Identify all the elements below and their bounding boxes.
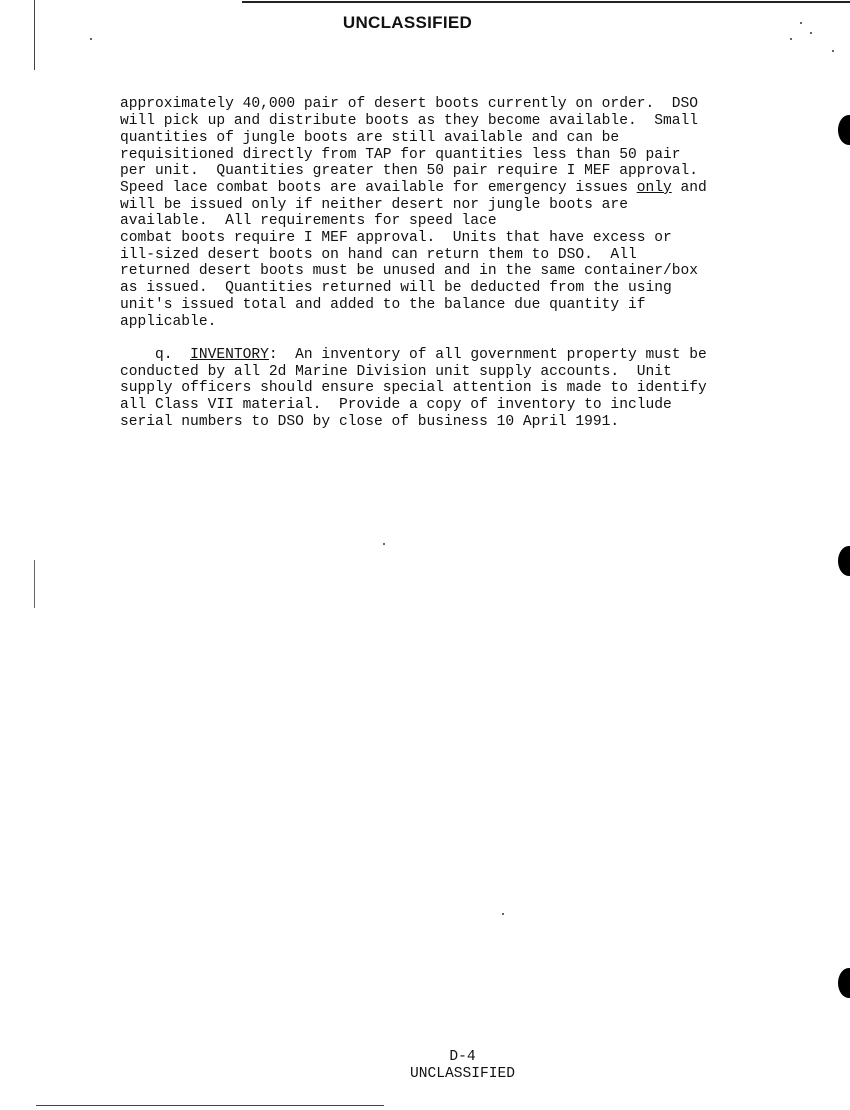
scan-edge-line-middle [34, 560, 35, 608]
paragraph-label: q. [120, 346, 191, 363]
text-line: conducted by all 2d Marine Division unit supply accounts. Unit [120, 363, 672, 380]
text-line: per unit. Quantities greater then 50 pair require I MEF approval. [120, 163, 699, 180]
text-line: and [671, 179, 707, 196]
scan-speck [790, 38, 792, 40]
binder-hole-middle [838, 546, 850, 576]
bottom-border-line [36, 1105, 384, 1106]
text-line: all Class VII material. Provide a copy of inventory to include [120, 397, 672, 414]
text-line: approximately 40,000 pair of desert boots currently on order. DSO [120, 96, 699, 113]
page-number: D-4 [449, 1049, 476, 1065]
text-line: quantities of jungle boots are still available and can be [120, 129, 620, 146]
text-line: will be issued only if neither desert nor jungle boots are [120, 196, 628, 213]
scan-speck [90, 38, 92, 40]
text-line: serial numbers to DSO by close of business 10 April 1991. [120, 413, 620, 430]
scan-speck [800, 22, 802, 24]
top-border-line [242, 1, 850, 3]
paragraph-inventory [120, 347, 810, 431]
scan-edge-line-top [34, 0, 35, 70]
scan-speck [383, 543, 385, 545]
text-line: will pick up and distribute boots as they become available. Small [120, 113, 699, 130]
classification-marking-top: UNCLASSIFIED [342, 13, 473, 32]
scan-speck [502, 913, 504, 915]
binder-hole-top [838, 115, 850, 145]
text-line: supply officers should ensure special attention is made to identify [120, 380, 707, 397]
scan-speck [810, 32, 812, 34]
underlined-emphasis: only [636, 179, 672, 196]
scan-speck [832, 50, 834, 52]
paragraph-boots [120, 96, 810, 330]
document-body [120, 63, 810, 464]
text-line: as issued. Quantities returned will be deducted from the using [120, 280, 672, 297]
text-line: Speed lace combat boots are available for emergency issues [120, 179, 637, 196]
text-line: combat boots require I MEF approval. Units that have excess or [120, 230, 672, 247]
text-line: ill-sized desert boots on hand can return them to DSO. All [120, 246, 637, 263]
classification-marking-bottom: UNCLASSIFIED [409, 1065, 516, 1082]
text-line: available. All requirements for speed lace [120, 213, 497, 230]
text-line: : An inventory of all government property must be [268, 346, 707, 363]
text-line: requisitioned directly from TAP for quantities less than 50 pair [120, 146, 681, 163]
page-footer [0, 1049, 850, 1082]
text-line: returned desert boots must be unused and in the same container/box [120, 263, 699, 280]
text-line: applicable. [120, 313, 217, 330]
binder-hole-bottom [838, 968, 850, 998]
text-line: unit's issued total and added to the balance due quantity if [120, 296, 646, 313]
section-heading-inventory: INVENTORY [190, 346, 269, 363]
